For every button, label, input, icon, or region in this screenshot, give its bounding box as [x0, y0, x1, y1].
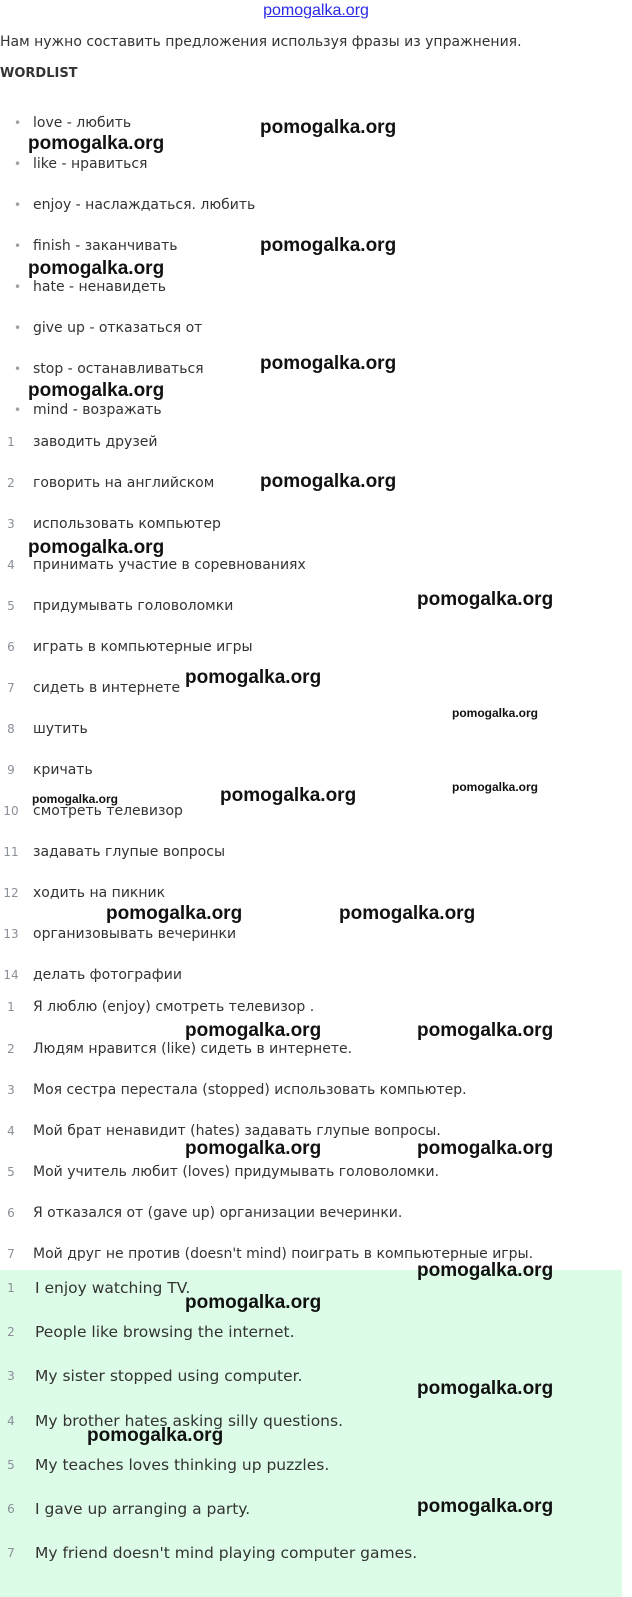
wordlist-item: • stop - останавливаться [0, 358, 600, 380]
phrase-item: 2 говорить на английском [7, 475, 215, 491]
watermark: pomogalka.org [417, 1138, 554, 1159]
sentence-en: 7 My friend doesn't mind playing computer games. [7, 1544, 418, 1562]
phrase-item: 1 заводить друзей [7, 434, 158, 450]
phrase-item: 8 шутить [7, 721, 88, 737]
phrase-item: 12 ходить на пикник [3, 885, 166, 901]
watermark: pomogalka.org [220, 785, 357, 806]
sentence-ru: 7 Мой друг не против (doesn't mind) поиграть в компьютерные игры. [7, 1246, 534, 1262]
sentence-en: 2 People like browsing the internet. [7, 1323, 295, 1341]
watermark: pomogalka.org [452, 706, 539, 720]
sentence-ru: 3 Моя сестра перестала (stopped) использовать компьютер. [7, 1082, 467, 1098]
wordlist-item: • love - любить [0, 112, 600, 134]
watermark: pomogalka.org [417, 1260, 554, 1281]
watermark: pomogalka.org [106, 903, 243, 924]
sentence-ru: 2 Людям нравится (like) сидеть в интернете. [7, 1041, 353, 1057]
phrase-item: 10 смотреть телевизор [3, 803, 183, 819]
wordlist-heading: WORDLIST [0, 66, 78, 81]
watermark: pomogalka.org [28, 537, 165, 558]
watermark: pomogalka.org [185, 1020, 322, 1041]
bullet-icon: • [14, 362, 22, 376]
wordlist-item: • enjoy - наслаждаться. любить [0, 194, 600, 216]
bullet-icon: • [14, 280, 22, 294]
watermark: pomogalka.org [260, 353, 397, 374]
wordlist-item: • like - нравиться [0, 153, 600, 175]
watermark: pomogalka.org [87, 1425, 224, 1446]
sentence-en: 5 My teaches loves thinking up puzzles. [7, 1456, 330, 1474]
sentence-ru: 4 Мой брат ненавидит (hates) задавать глупые вопросы. [7, 1123, 441, 1139]
phrase-item: 3 использовать компьютер [7, 516, 221, 532]
phrase-item: 13 организовывать вечеринки [3, 926, 237, 942]
watermark: pomogalka.org [339, 903, 476, 924]
watermark: pomogalka.org [32, 792, 119, 806]
bullet-icon: • [14, 239, 22, 253]
sentence-en: 4 My brother hates asking silly questions. [7, 1412, 344, 1430]
phrase-item: 11 задавать глупые вопросы [3, 844, 226, 860]
watermark: pomogalka.org [28, 258, 165, 279]
wordlist-item: • hate - ненавидеть [0, 276, 600, 298]
bullet-icon: • [14, 116, 22, 130]
watermark: pomogalka.org [28, 380, 165, 401]
site-header-link[interactable]: pomogalka.org [263, 2, 369, 19]
watermark: pomogalka.org [417, 589, 554, 610]
bullet-icon: • [14, 198, 22, 212]
phrase-item: 7 сидеть в интернете [7, 680, 181, 696]
watermark: pomogalka.org [417, 1020, 554, 1041]
wordlist-item: • give up - отказаться от [0, 317, 600, 339]
phrase-item: 14 делать фотографии [3, 967, 182, 983]
watermark: pomogalka.org [417, 1496, 554, 1517]
watermark: pomogalka.org [417, 1378, 554, 1399]
watermark: pomogalka.org [185, 1292, 322, 1313]
phrase-item: 4 принимать участие в соревнованиях [7, 557, 306, 573]
sentence-ru: 6 Я отказался от (gave up) организации вечеринки. [7, 1205, 403, 1221]
watermark: pomogalka.org [452, 780, 539, 794]
sentence-ru: 5 Мой учитель любит (loves) придумывать головоломки. [7, 1164, 440, 1180]
phrase-item: 5 придумывать головоломки [7, 598, 234, 614]
intro-text: Нам нужно составить предложения используя фразы из упражнения. [0, 34, 522, 50]
watermark: pomogalka.org [260, 235, 397, 256]
watermark: pomogalka.org [260, 471, 397, 492]
sentence-en: 3 My sister stopped using computer. [7, 1367, 303, 1385]
phrase-item: 6 играть в компьютерные игры [7, 639, 253, 655]
watermark: pomogalka.org [28, 133, 165, 154]
sentence-ru: 1 Я люблю (enjoy) смотреть телевизор . [7, 999, 315, 1015]
watermark: pomogalka.org [260, 117, 397, 138]
wordlist-item: • mind - возражать [0, 399, 600, 421]
phrase-item: 9 кричать [7, 762, 93, 778]
watermark: pomogalka.org [185, 667, 322, 688]
watermark: pomogalka.org [185, 1138, 322, 1159]
sentence-en: 1 I enjoy watching TV. [7, 1279, 191, 1297]
wordlist-item: • finish - заканчивать [0, 235, 600, 257]
bullet-icon: • [14, 321, 22, 335]
bullet-icon: • [14, 403, 22, 417]
bullet-icon: • [14, 157, 22, 171]
sentence-en: 6 I gave up arranging a party. [7, 1500, 251, 1518]
